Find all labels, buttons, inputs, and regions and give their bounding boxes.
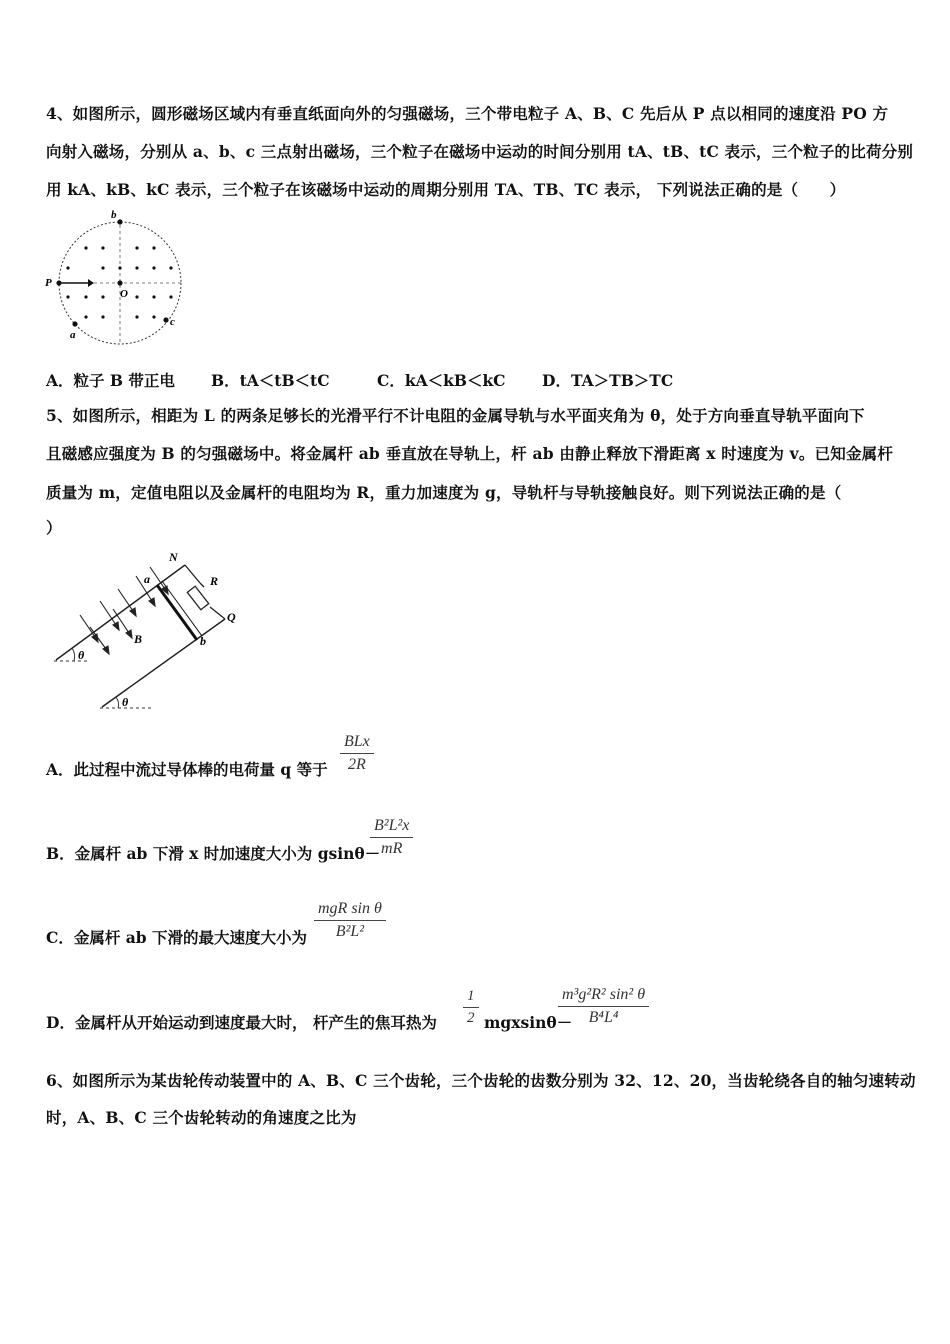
q5-option-d-fraction <box>558 986 649 1027</box>
fraction-numerator: BLx <box>344 733 370 750</box>
q5-line-1: 5、如图所示，相距为 L 的两条足够长的光滑平行不计电阻的金属导轨与水平面夹角为 θ，处于方向垂直导轨平面向下 <box>46 406 865 425</box>
q5-option-c[interactable]: C．金属杆 ab 下滑的最大速度大小为 <box>46 928 308 947</box>
point-O <box>117 280 122 285</box>
fraction-numerator: mgR sin θ <box>318 900 382 917</box>
label-theta-2: θ <box>122 695 129 709</box>
q4-option-a[interactable]: A．粒子 B 带正电 <box>46 371 175 390</box>
fraction-denominator: B⁴L⁴ <box>588 1009 619 1026</box>
label-a: a <box>70 329 76 341</box>
q5-line-2: 且磁感应强度为 B 的匀强磁场中。将金属杆 ab 垂直放在导轨上，杆 ab 由静止释放下滑距离 x 时速度为 v。已知金属杆 <box>46 444 894 463</box>
q6-line-2: 时，A、B、C 三个齿轮转动的角速度之比为 <box>46 1108 357 1127</box>
q4-option-d[interactable]: D．TA＞TB＞TC <box>542 371 674 390</box>
label-a: a <box>144 572 150 586</box>
fraction-denominator: B²L² <box>335 923 365 940</box>
q5-option-b-fraction <box>370 817 413 858</box>
label-c: c <box>170 316 175 328</box>
fraction-numerator: m³g²R² sin² θ <box>562 986 646 1003</box>
q5-option-a[interactable]: A．此过程中流过导体棒的电荷量 q 等于 <box>46 760 328 779</box>
q4-line-2: 向射入磁场，分别从 a、b、c 三点射出磁场，三个粒子在磁场中运动的时间分别用 tA、tB、tC 表示，三个粒子的比荷分别 <box>46 142 914 161</box>
q5-option-c-fraction <box>314 900 386 941</box>
label-Q: Q <box>227 610 236 624</box>
q5-line-4: ） <box>46 518 62 537</box>
fraction-numerator: 1 <box>467 988 475 1004</box>
q5-option-d-mid: mgxsinθ－ <box>484 1013 573 1032</box>
label-N: N <box>169 550 178 564</box>
label-b: b <box>200 634 206 648</box>
q5-option-a-fraction <box>340 733 374 774</box>
label-O: O <box>120 288 128 300</box>
q4-option-b[interactable]: B．tA＜tB＜tC <box>211 371 330 390</box>
fraction-denominator: 2 <box>467 1010 475 1026</box>
fraction-numerator: B²L²x <box>374 817 410 834</box>
label-b: b <box>111 209 117 221</box>
q5-option-d[interactable]: D．金属杆从开始运动到速度最大时， 杆产生的焦耳热为 <box>46 1013 437 1032</box>
q4-option-c[interactable]: C．kA＜kB＜kC <box>377 371 506 390</box>
label-B: B <box>134 632 143 646</box>
label-P: P <box>45 277 52 289</box>
q4-line-1: 4、如图所示，圆形磁场区域内有垂直纸面向外的匀强磁场，三个带电粒子 A、B、C 先后从 P 点以相同的速度沿 PO 方 <box>46 104 889 123</box>
label-R: R <box>210 574 219 588</box>
q6-line-1: 6、如图所示为某齿轮传动装置中的 A、B、C 三个齿轮，三个齿轮的齿数分别为 32、12、20，当齿轮绕各自的轴匀速转动 <box>46 1071 916 1090</box>
q5-line-3: 质量为 m，定值电阻以及金属杆的电阻均为 R，重力加速度为 g，导轨杆与导轨接触良好。则下列说法正确的是（ <box>46 483 842 502</box>
q4-line-3: 用 kA、kB、kC 表示，三个粒子在该磁场中运动的周期分别用 TA、TB、TC 表示， 下列说法正确的是（ ） <box>46 180 846 199</box>
q5-option-d-half <box>463 988 479 1027</box>
fraction-denominator: mR <box>381 840 403 857</box>
point-P <box>56 280 61 285</box>
point-c <box>163 317 168 322</box>
q5-incline-rail-figure <box>50 545 250 715</box>
fraction-denominator: 2R <box>348 756 366 773</box>
q4-magnetic-field-figure <box>40 205 190 350</box>
point-a <box>72 321 77 326</box>
label-theta-1: θ <box>78 648 85 662</box>
point-b <box>117 219 122 224</box>
q5-option-b[interactable]: B．金属杆 ab 下滑 x 时加速度大小为 gsinθ－ <box>46 844 381 863</box>
